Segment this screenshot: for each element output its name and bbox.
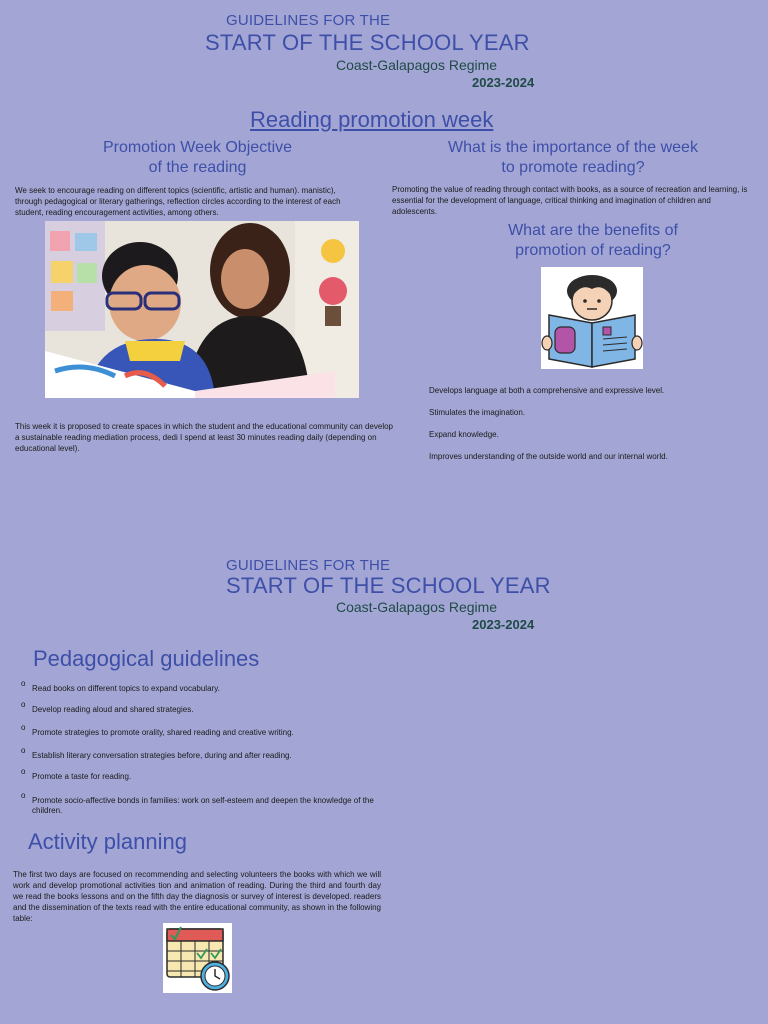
bullet-icon: o	[21, 791, 26, 800]
list-item	[21, 767, 382, 782]
header-guidelines-line1: GUIDELINES FOR THE	[226, 12, 391, 29]
list-item-text: Establish literary conversation strategies before, during and after reading.	[32, 751, 292, 760]
benefits-title	[480, 221, 706, 261]
list-item-text: Promote a taste for reading.	[32, 772, 132, 781]
list-item-text: Promote strategies to promote orality, shared reading and creative writing.	[32, 728, 294, 737]
reading-photo	[45, 221, 359, 398]
bullet-icon: o	[21, 700, 26, 709]
importance-title	[425, 138, 721, 178]
list-item	[21, 746, 382, 761]
list-item-text: Develop reading aloud and shared strategies.	[32, 705, 194, 714]
importance-title-line2: to promote reading?	[501, 159, 645, 176]
list-item-text: Promote socio-affective bonds in families: work on self-esteem and deepen the knowledge of the children.	[32, 796, 374, 815]
bullet-icon: o	[21, 746, 26, 755]
pedagogical-list	[21, 679, 382, 827]
reading-week-title: Reading promotion week	[250, 107, 494, 132]
list-item	[21, 791, 382, 816]
importance-text: Promoting the value of reading through contact with books, as a source of recreation and learning, is essential for the development of language, critical thinking and imagination of children and adolescents.	[392, 185, 748, 216]
benefit-item: Develops language at both a comprehensive and expressive level.	[429, 386, 665, 395]
teacher-child-reading-illustration	[45, 221, 359, 398]
header2-guidelines-line1: GUIDELINES FOR THE	[226, 557, 391, 574]
header2-start-school-year: START OF THE SCHOOL YEAR	[226, 573, 551, 598]
list-item-text: Read books on different topics to expand vocabulary.	[32, 684, 220, 693]
importance-title-line1: What is the importance of the week	[448, 139, 698, 156]
header2-regime: Coast-Galapagos Regime	[336, 599, 498, 615]
activity-text: The first two days are focused on recommending and selecting volunteers the books with which we will work and develop promotional activities tion and animation of reading. During the third and fourth day we read the books lessons and on the fifth day the diagnosis or survey of interest is developed. readers and the dissemination of the texts read with the entire educational community, as shown in the following table:	[13, 870, 381, 923]
benefits-title-line1: What are the benefits of	[508, 222, 678, 239]
objective-text2: This week it is proposed to create spaces in which the student and the educational community can develop a sustainable reading mediation process, dedi I spend at least 30 minutes reading daily (depending on educational level).	[15, 422, 393, 453]
benefit-item: Expand knowledge.	[429, 430, 499, 439]
header-regime: Coast-Galapagos Regime	[336, 57, 498, 73]
list-item	[21, 723, 382, 738]
objective-title	[70, 138, 325, 178]
objective-title-line2: of the reading	[148, 159, 247, 176]
boy-reading-book-icon	[541, 267, 643, 369]
header-start-school-year: START OF THE SCHOOL YEAR	[205, 30, 530, 55]
list-item	[21, 700, 382, 715]
list-item	[21, 679, 382, 694]
bullet-icon: o	[21, 767, 26, 776]
header2-year: 2023-2024	[472, 617, 535, 632]
benefit-item: Stimulates the imagination.	[429, 408, 526, 417]
pedagogical-title: Pedagogical guidelines	[33, 646, 260, 671]
header-year: 2023-2024	[472, 75, 535, 90]
benefit-item: Improves understanding of the outside world and our internal world.	[429, 452, 668, 461]
benefits-title-line2: promotion of reading?	[515, 242, 671, 259]
objective-title-line1: Promotion Week Objective	[102, 139, 293, 156]
calendar-clock-icon	[163, 923, 232, 993]
objective-text: We seek to encourage reading on different topics (scientific, artistic and human). manistic), through pedagogical or literary gatherings, reflection circles according to the interest of each student, reading encouragement activities, among others.	[15, 186, 341, 217]
bullet-icon: o	[21, 679, 26, 688]
benefits-list	[429, 386, 749, 474]
bullet-icon: o	[21, 723, 26, 732]
activity-title: Activity planning	[28, 829, 187, 854]
